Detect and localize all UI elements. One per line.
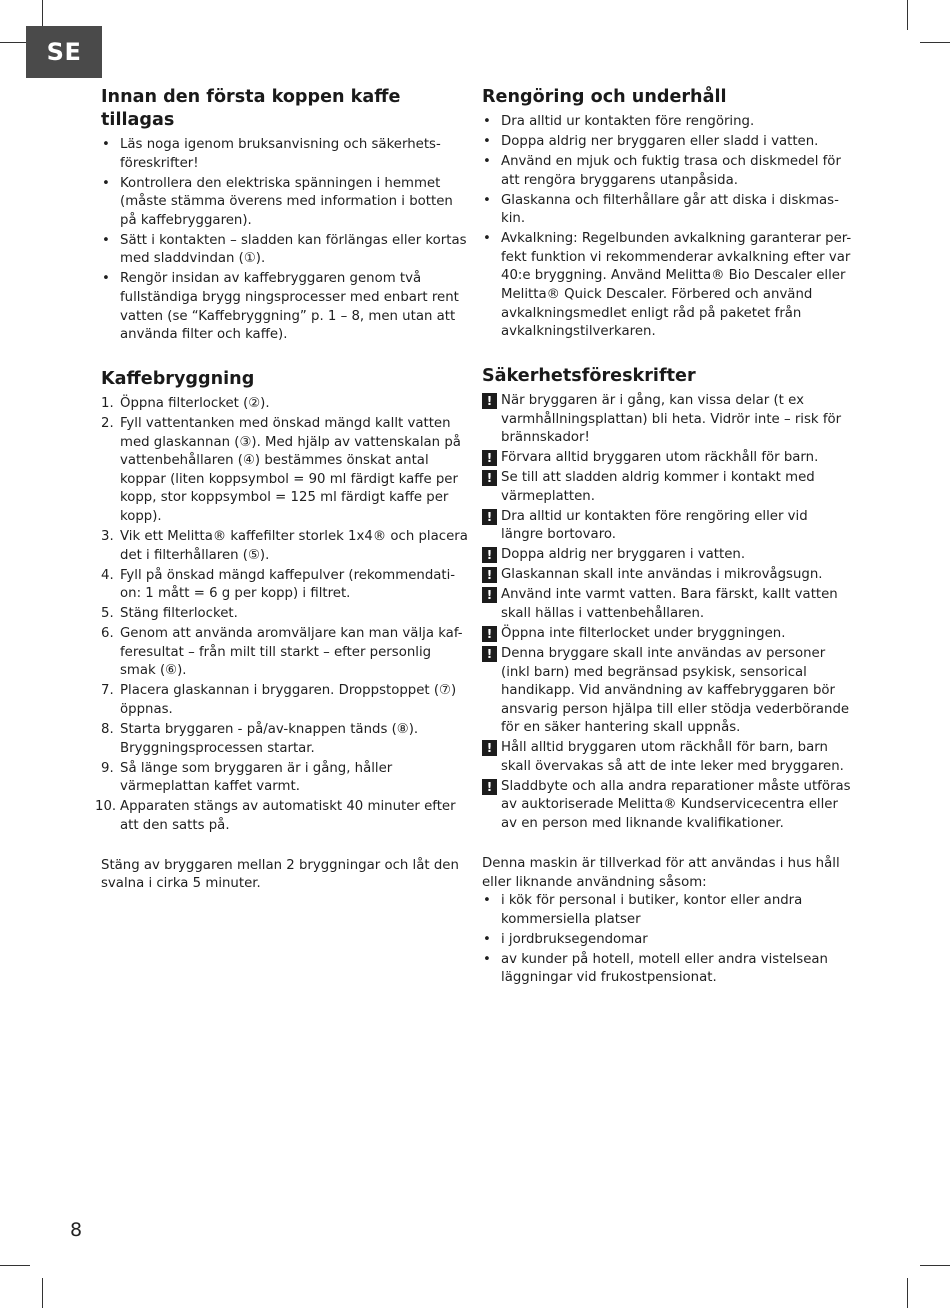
warning-icon: ! bbox=[482, 567, 497, 583]
warning-item bbox=[482, 566, 852, 585]
step-number: 1. bbox=[101, 396, 114, 412]
step-number: 10. bbox=[95, 799, 117, 815]
usage-intro: Denna maskin är tillverkad för att användas i hus håll eller liknande användning såsom: bbox=[482, 856, 840, 890]
warning-icon: ! bbox=[482, 740, 497, 756]
section-title-first-cup bbox=[101, 86, 469, 132]
warning-item bbox=[482, 508, 852, 545]
list-item: • i jordbruksegendomar bbox=[482, 931, 852, 950]
section-title-safety: Säkerhetsföreskrifter bbox=[482, 366, 696, 387]
usage-list bbox=[482, 892, 852, 988]
list-item: • Dra alltid ur kontakten före rengöring. bbox=[482, 113, 852, 132]
list-item: • Avkalkning: Regelbunden avkalkning garanterar per-fekt funktion vi rekommenderar avkalkning efter var 40:e bryggning. Använd Melitta® Bio Descaler eller Melitta® Quick Descaler. Förbered och använd avkalkningsmedlet enligt råd på paketet från avkalkningstilverkaren. bbox=[482, 230, 852, 342]
warning-item bbox=[482, 586, 852, 623]
step-number: 9. bbox=[101, 760, 114, 776]
left-column bbox=[95, 86, 469, 894]
language-tab: SE bbox=[26, 26, 102, 78]
warning-icon: ! bbox=[482, 393, 497, 409]
warning-item bbox=[482, 778, 852, 834]
step-text: Genom att använda aromväljare kan man välja kaf-feresultat – från milt till starkt – efter personlig smak (⑥). bbox=[120, 626, 463, 679]
first-cup-list bbox=[101, 136, 469, 345]
step-item bbox=[101, 682, 469, 719]
step-text: Apparaten stängs av automatiskt 40 minuter efter att den satts på. bbox=[120, 799, 456, 833]
step-item bbox=[101, 760, 469, 797]
step-number: 6. bbox=[101, 626, 114, 642]
warning-icon: ! bbox=[482, 509, 497, 525]
list-item: • av kunder på hotell, motell eller andra vistelsean läggningar vid frukostpensionat. bbox=[482, 951, 852, 988]
title-line: tillagas bbox=[101, 110, 175, 130]
step-number: 5. bbox=[101, 606, 114, 622]
crop-mark bbox=[42, 1278, 43, 1308]
step-text: Så länge som bryggaren är i gång, håller värmeplattan kaffet varmt. bbox=[120, 760, 393, 795]
crop-mark bbox=[907, 1278, 908, 1308]
warning-icon: ! bbox=[482, 646, 497, 662]
warning-text: Förvara alltid bryggaren utom räckhåll för barn. bbox=[501, 450, 819, 466]
warning-text: Sladdbyte och alla andra reparationer måste utföras av auktoriserade Melitta® Kundservicecentra eller av en person med liknande kvalifikationer. bbox=[501, 778, 851, 832]
warning-text: Öppna inte filterlocket under bryggningen. bbox=[501, 625, 786, 641]
list-item: • Glaskanna och filterhållare går att diska i diskmas-kin. bbox=[482, 192, 852, 229]
warning-text: Använd inte varmt vatten. Bara färskt, kallt vatten skall hällas i vattenbehållaren. bbox=[501, 587, 838, 621]
step-item bbox=[95, 798, 469, 835]
warning-text: Doppa aldrig ner bryggaren i vatten. bbox=[501, 547, 746, 563]
step-number: 7. bbox=[101, 683, 114, 699]
crop-mark bbox=[920, 1265, 950, 1266]
step-text: Öppna filterlocket (②). bbox=[120, 396, 270, 412]
warning-text: Håll alltid bryggaren utom räckhåll för barn, barn skall övervakas så att de inte leker med bryggaren. bbox=[501, 740, 844, 774]
warning-text: Denna bryggare skall inte användas av personer (inkl barn) med begränsad psykisk, sensorical handikapp. Vid användning av kaffebryggaren bör ansvarig person hjälpa till eller stödja vederbörande för en säker hantering skall uppnås. bbox=[501, 645, 850, 736]
list-item: • Läs noga igenom bruksanvisning och säkerhets-föreskrifter! bbox=[101, 136, 469, 173]
brewing-note: Stäng av bryggaren mellan 2 bryggningar och låt den svalna i cirka 5 minuter. bbox=[101, 857, 459, 892]
cleaning-list bbox=[482, 113, 852, 342]
warning-text: Dra alltid ur kontakten före rengöring eller vid längre bortovaro. bbox=[501, 508, 808, 543]
step-text: Fyll vattentanken med önskad mängd kallt vatten med glaskannan (③). Med hjälp av vattenskalan på vattenbehållaren (④) bestämmes önskat antal koppar (liten koppsymbol = 90 ml färdigt kaffe per kopp, stor koppsymbol = 125 ml färdigt kaffe per kopp). bbox=[120, 416, 461, 525]
warning-item bbox=[482, 469, 852, 506]
page-number: 8 bbox=[70, 1219, 83, 1241]
title-line: Innan den första koppen kaffe bbox=[101, 87, 401, 107]
step-item bbox=[101, 721, 469, 758]
right-column bbox=[482, 86, 852, 989]
warning-icon: ! bbox=[482, 779, 497, 795]
warning-text: När bryggaren är i gång, kan vissa delar (t ex varmhållningsplattan) bli heta. Vidrör inte – risk för brännskador! bbox=[501, 393, 842, 446]
step-item bbox=[101, 567, 469, 604]
step-number: 4. bbox=[101, 567, 114, 583]
safety-warnings bbox=[482, 392, 852, 834]
crop-mark bbox=[907, 0, 908, 30]
step-item bbox=[101, 395, 469, 414]
crop-mark bbox=[0, 1265, 30, 1266]
warning-item bbox=[482, 449, 852, 468]
step-text: Vik ett Melitta® kaffefilter storlek 1x4® och placera det i filterhållaren (⑤). bbox=[120, 529, 468, 563]
warning-item bbox=[482, 392, 852, 448]
warning-item bbox=[482, 625, 852, 644]
section-title-brewing: Kaffebryggning bbox=[101, 369, 255, 390]
step-text: Placera glaskannan i bryggaren. Droppstoppet (⑦) öppnas. bbox=[120, 683, 457, 717]
step-item bbox=[101, 605, 469, 624]
list-item: • Sätt i kontakten – sladden kan förlängas eller kortas med sladdvindan (①). bbox=[101, 232, 469, 269]
warning-icon: ! bbox=[482, 547, 497, 563]
step-number: 2. bbox=[101, 416, 114, 432]
list-item: • Kontrollera den elektriska spänningen i hemmet (måste stämma överens med information i botten på kaffebryggaren). bbox=[101, 175, 469, 231]
step-number: 8. bbox=[101, 721, 114, 737]
section-title-cleaning: Rengöring och underhåll bbox=[482, 87, 727, 107]
warning-icon: ! bbox=[482, 626, 497, 642]
brewing-steps bbox=[95, 395, 469, 835]
warning-item bbox=[482, 739, 852, 776]
warning-icon: ! bbox=[482, 450, 497, 466]
list-item: • Använd en mjuk och fuktig trasa och diskmedel för att rengöra bryggarens utanpåsida. bbox=[482, 153, 852, 190]
warning-item bbox=[482, 546, 852, 565]
list-item: • Doppa aldrig ner bryggaren eller sladd i vatten. bbox=[482, 133, 852, 152]
step-text: Stäng filterlocket. bbox=[120, 606, 238, 622]
warning-text: Glaskannan skall inte användas i mikrovågsugn. bbox=[501, 567, 823, 583]
list-item: • Rengör insidan av kaffebryggaren genom två fullständiga brygg ningsprocesser med enbart rent vatten (se “Kaffebryggning” p. 1 – 8, men utan att använda filter och kaffe). bbox=[101, 270, 469, 344]
warning-item bbox=[482, 645, 852, 738]
step-text: Fyll på önskad mängd kaffepulver (rekommendati-on: 1 mått = 6 g per kopp) i filtret. bbox=[120, 567, 456, 602]
list-item: • i kök för personal i butiker, kontor eller andra kommersiella platser bbox=[482, 892, 852, 929]
step-item bbox=[101, 625, 469, 681]
step-text: Starta bryggaren - på/av-knappen tänds (⑧). Bryggningsprocessen startar. bbox=[120, 721, 419, 756]
warning-icon: ! bbox=[482, 587, 497, 603]
step-number: 3. bbox=[101, 529, 114, 545]
crop-mark bbox=[920, 42, 950, 43]
step-item bbox=[101, 415, 469, 527]
step-item bbox=[101, 528, 469, 565]
warning-text: Se till att sladden aldrig kommer i kontakt med värmeplatten. bbox=[501, 470, 815, 504]
warning-icon: ! bbox=[482, 470, 497, 486]
